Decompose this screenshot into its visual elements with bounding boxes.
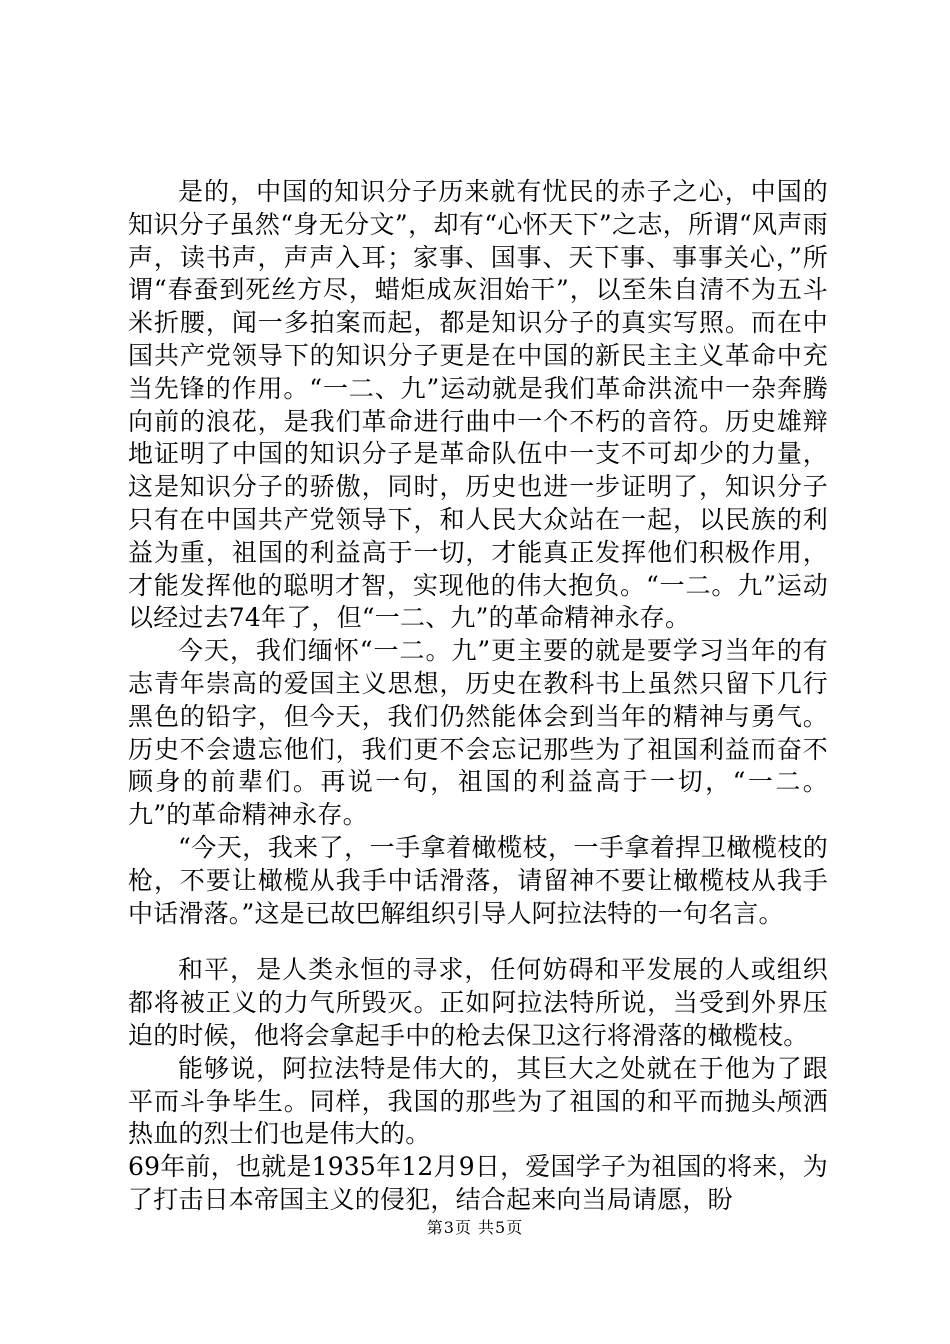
paragraph-arafat-quote: “今天，我来了，一手拿着橄榄枝，一手拿着捍卫橄榄枝的枪，不要让橄榄从我手中话滑落，请留神不要让橄榄枝从我手中话滑落。”这是已故巴解组织引导人阿拉法特的一句名言。 <box>128 832 828 928</box>
paragraph-peace: 和平，是人类永恒的寻求，任何妨碍和平发展的人或组织都将被正义的力气所毁灭。正如阿拉法特所说，当受到外界压迫的时候，他将会拿起手中的枪去保卫这行将滑落的橄榄枝。 <box>128 955 828 1050</box>
paragraph-remembrance: 今天，我们缅怀“一二。九”更主要的就是要学习当年的有志青年崇高的爱国主义思想，历史在教科书上虽然只留下几行黑色的铅字，但今天，我们仍然能体会到当年的精神与勇气。历史不会遗忘他们，我们更不会忘记那些为了祖国利益而奋不顾身的前辈们。再说一句，祖国的利益高于一切，“一二。九”的革命精神永存。 <box>128 636 828 830</box>
document-body <box>128 176 828 1217</box>
paragraph-intellectuals: 是的，中国的知识分子历来就有忧民的赤子之心，中国的知识分子虽然“身无分文”，却有“心怀天下”之志，所谓“风声雨声，读书声，声声入耳；家事、国事、天下事、事事关心，”所谓“春蚕到死丝方尽，蜡炬成灰泪始干”，以至朱自清不为五斗米折腰，闻一多拍案而起，都是知识分子的真实写照。而在中国共产党领导下的知识分子更是在中国的新民主主义革命中充当先锋的作用。“一二、九”运动就是我们革命洪流中一杂奔腾向前的浪花，是我们革命进行曲中一个不朽的音符。历史雄辩地证明了中国的知识分子是革命队伍中一支不可却少的力量，这是知识分子的骄傲，同时，历史也进一步证明了，知识分子只有在中国共产党领导下，和人民大众站在一起，以民族的利益为重，祖国的利益高于一切，才能真正发挥他们积极作用，才能发挥他的聪明才智，实现他的伟大抱负。“一二。九”运动以经过去74年了，但“一二、九”的革命精神永存。 <box>128 177 828 633</box>
paragraph-1935: 69年前，也就是1935年12月9日，爱国学子为祖国的将来，为了打击日本帝国主义的侵犯，结合起来向当局请愿，盼 <box>128 1152 828 1214</box>
page-number-footer: 第3页 共5页 <box>426 1218 524 1237</box>
paragraph-arafat-greatness: 能够说，阿拉法特是伟大的，其巨大之处就在于他为了跟平而斗争毕生。同样，我国的那些为了祖国的和平而抛头颅洒热血的烈士们也是伟大的。 <box>128 1053 828 1149</box>
